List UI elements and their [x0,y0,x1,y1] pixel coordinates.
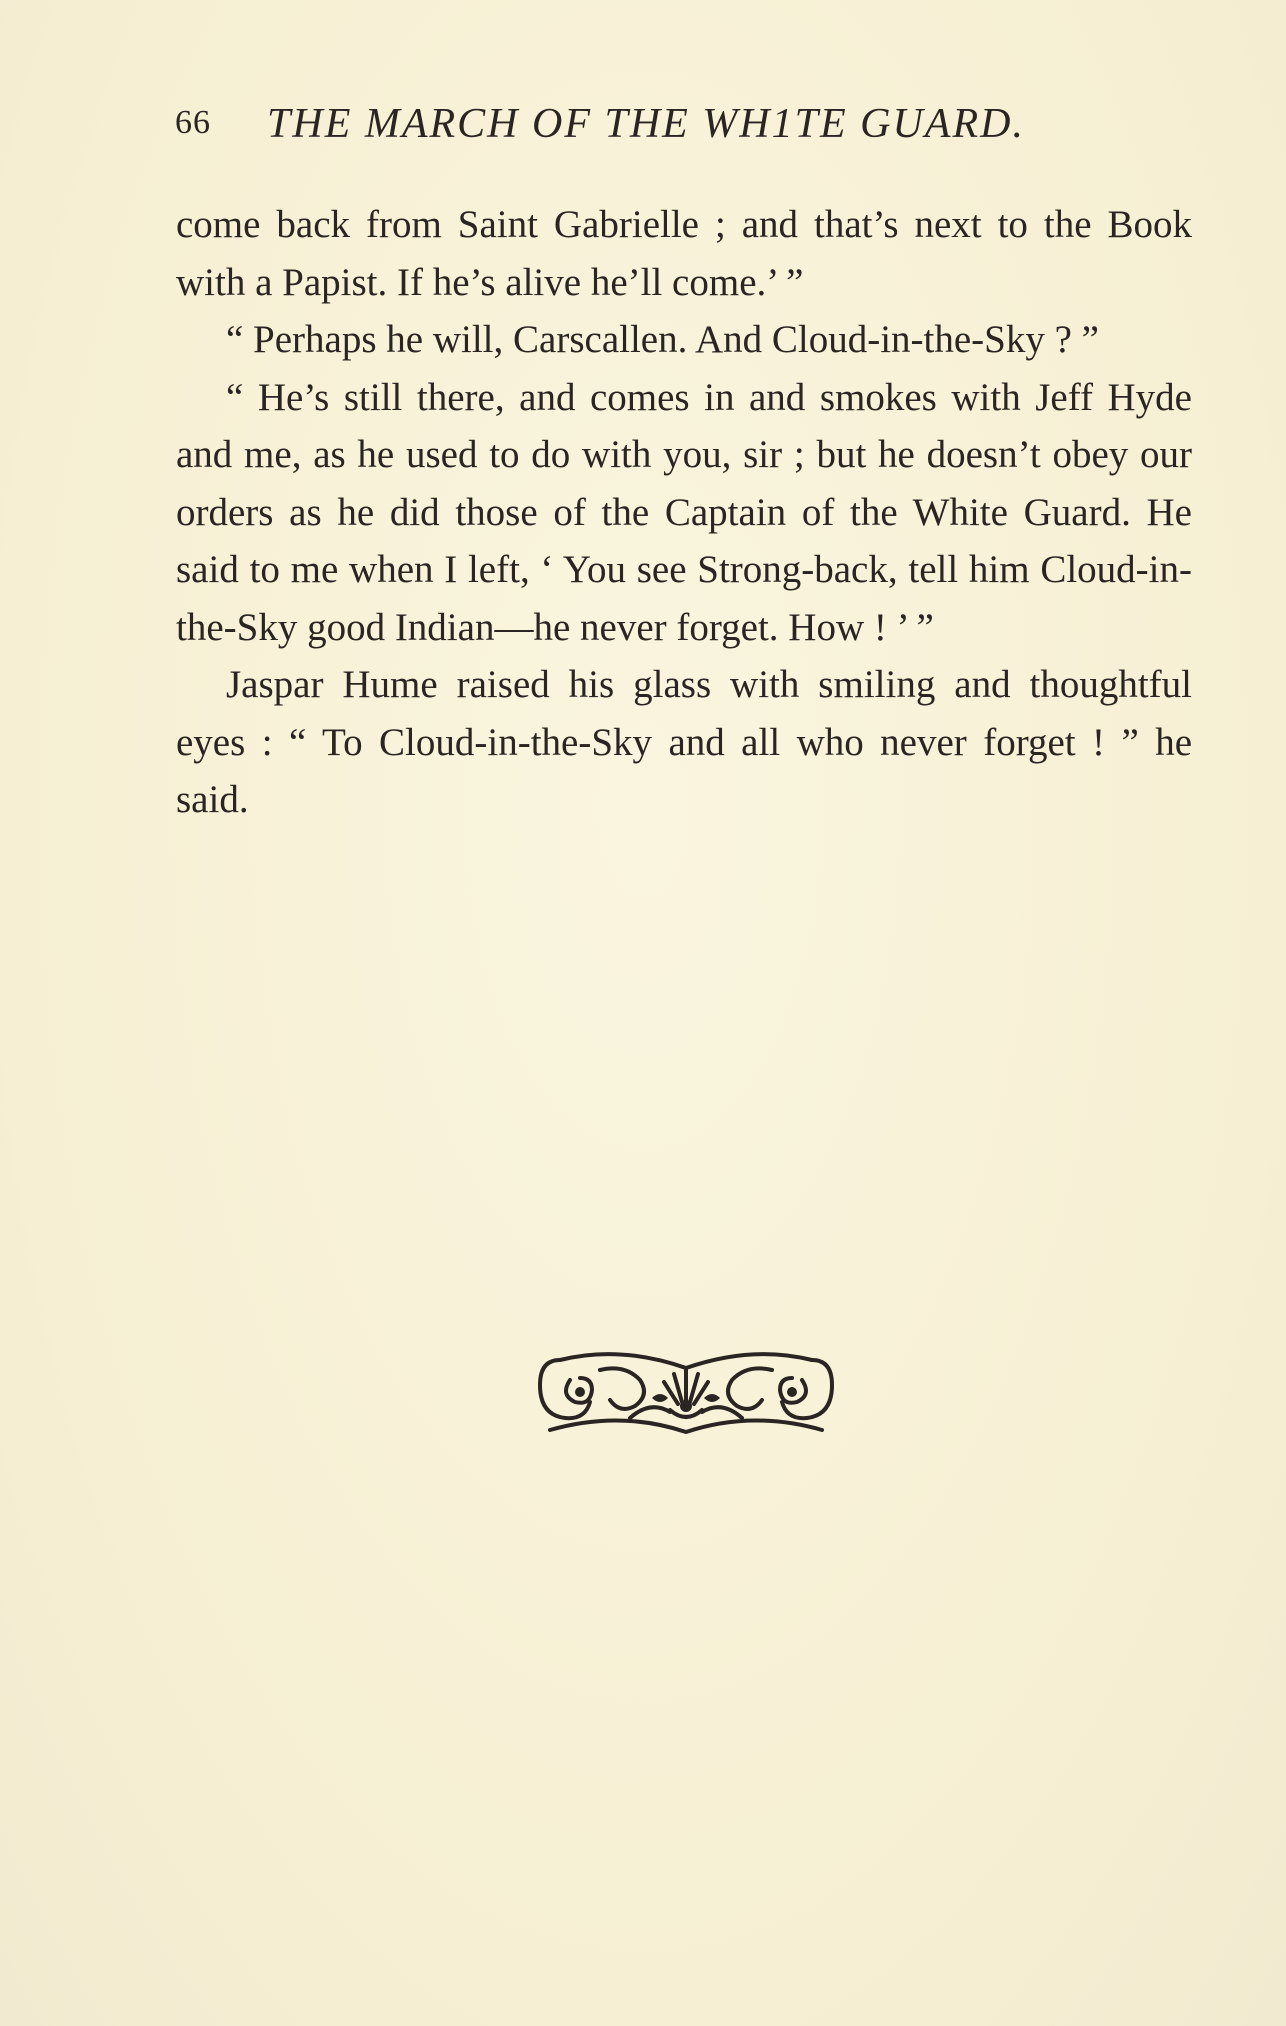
body-text [176,196,1192,829]
paragraph-continuation: come back from Saint Gabrielle ; and that’s next to the Book with a Papist. If he’s alive he’ll come.’ ” [176,203,1192,304]
paragraph: Jaspar Hume raised his glass with smiling and thoughtful eyes : “ To Cloud-in-the-Sky and all who never forget ! ” he said. [176,663,1192,821]
paragraph: “ Perhaps he will, Carscallen. And Cloud-in-the-Sky ? ” [226,318,1099,361]
page-number: 66 [175,104,211,141]
page-header [175,96,1125,156]
paragraph: “ He’s still there, and comes in and smokes with Jeff Hyde and me, as he used to do with you, sir ; but he doesn’t obey our orders as he did those of the Captain of the White Guard. He said to me when I left, ‘ You see Strong-back, tell him Cloud-in-the-Sky good Indian—he never forget. How ! ’ ” [176,375,1192,649]
tailpiece-ornament-icon [530,1340,842,1440]
running-title: THE MARCH OF THE WH1TE GUARD. [267,101,1025,147]
